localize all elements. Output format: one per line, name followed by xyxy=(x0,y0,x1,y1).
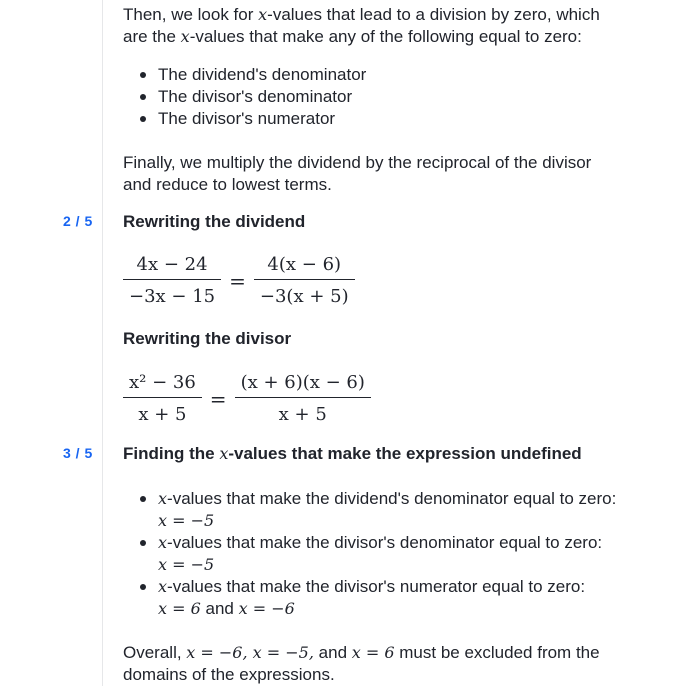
item-text: -values that make the divisor's numerator equal to zero: xyxy=(167,577,586,596)
fraction-denominator: x + 5 xyxy=(138,404,187,425)
divisor-lhs-fraction xyxy=(123,372,202,425)
fraction-denominator: −3x − 15 xyxy=(129,286,216,307)
divisor-heading: Rewriting the divisor xyxy=(123,329,292,348)
math-x: x xyxy=(180,27,190,46)
equals-sign: = xyxy=(209,386,227,411)
intro-line-2 xyxy=(123,26,683,48)
final-line-1: Finally, we multiply the dividend by the reciprocal of the divisor xyxy=(123,153,592,172)
heading-text: -values that make the expression undefined xyxy=(228,444,582,463)
math-value: x = 6 xyxy=(158,599,201,618)
intro-text: -values that make any of the following equal to zero: xyxy=(189,27,582,46)
math-value: x = −6 xyxy=(238,599,295,618)
math-value: x = −5 xyxy=(158,511,215,530)
item-text: -values that make the dividend's denominator equal to zero: xyxy=(167,489,617,508)
list-item xyxy=(140,488,616,532)
dividend-lhs-fraction xyxy=(123,254,221,307)
final-line-2: and reduce to lowest terms. xyxy=(123,175,332,194)
list-item: The divisor's denominator xyxy=(140,86,366,108)
intro-line-1 xyxy=(123,4,683,26)
math-x: x xyxy=(158,533,168,552)
step-heading-dividend: Rewriting the dividend xyxy=(123,212,306,231)
fraction-numerator: 4(x − 6) xyxy=(267,254,342,275)
intro-text: Then, we look for xyxy=(123,5,259,24)
math-x: x xyxy=(158,577,168,596)
item-text: and xyxy=(200,599,239,618)
step-counter-2: 2 / 5 xyxy=(63,213,93,229)
overall-paragraph xyxy=(123,642,683,686)
intro-paragraph xyxy=(123,4,683,48)
fraction-denominator: −3(x + 5) xyxy=(259,286,349,307)
divisor-rhs-fraction xyxy=(235,372,371,425)
overall-text: and xyxy=(313,643,352,662)
math-x: x xyxy=(219,444,229,463)
fraction-numerator: 4x − 24 xyxy=(136,254,208,275)
list-item: The divisor's numerator xyxy=(140,108,366,130)
overall-line-1 xyxy=(123,642,683,664)
math-x: x xyxy=(258,5,268,24)
step-counter-3: 3 / 5 xyxy=(63,445,93,461)
math-value: x = −5 xyxy=(158,555,215,574)
final-paragraph xyxy=(123,152,683,196)
math-value: x = 6 xyxy=(351,643,395,662)
step-heading-undefined xyxy=(123,444,582,464)
divisor-equation xyxy=(123,372,371,425)
fraction-denominator: x + 5 xyxy=(278,404,327,425)
undefined-bullet-list xyxy=(140,488,616,620)
math-value: x = −6, x = −5, xyxy=(186,643,314,662)
equals-sign: = xyxy=(229,268,246,293)
dividend-equation xyxy=(123,254,355,307)
overall-text: Overall, xyxy=(123,643,187,662)
intro-bullet-list xyxy=(140,64,366,130)
math-x: x xyxy=(158,489,168,508)
heading-text: Finding the xyxy=(123,444,220,463)
intro-text: are the xyxy=(123,27,181,46)
step-rail xyxy=(102,0,103,686)
item-text: -values that make the divisor's denominator equal to zero: xyxy=(167,533,603,552)
list-item xyxy=(140,576,616,620)
intro-text: -values that lead to a division by zero, which xyxy=(267,5,600,24)
list-item xyxy=(140,532,616,576)
overall-text: must be excluded from the xyxy=(394,643,600,662)
fraction-numerator: x² − 36 xyxy=(129,372,196,393)
dividend-rhs-fraction xyxy=(254,254,355,307)
overall-line-2: domains of the expressions. xyxy=(123,665,335,684)
fraction-numerator: (x + 6)(x − 6) xyxy=(240,372,365,393)
list-item: The dividend's denominator xyxy=(140,64,366,86)
